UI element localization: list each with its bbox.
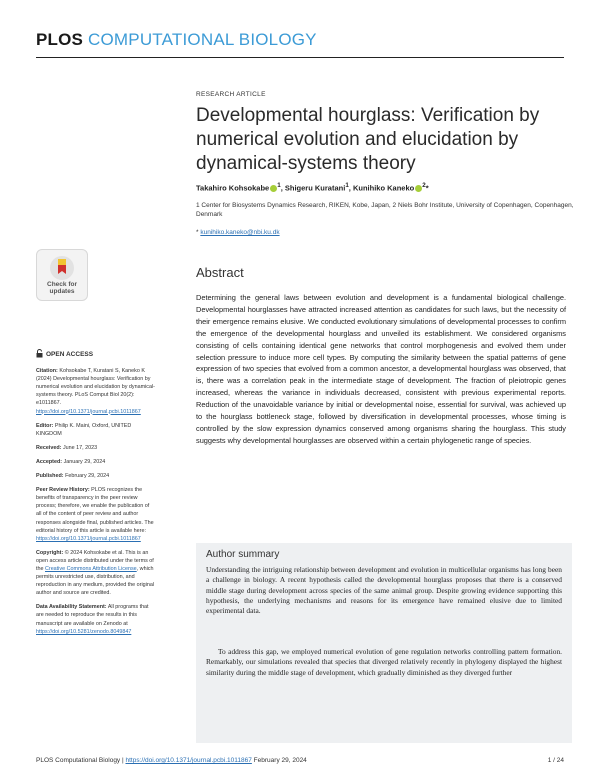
badge-label	[37, 281, 87, 295]
affiliations: 1 Center for Biosystems Dynamics Research, RIKEN, Kobe, Japan, 2 Niels Bohr Institute, University of Copenhagen, Copenhagen, Denmark	[196, 202, 574, 218]
article-type: RESEARCH ARTICLE	[196, 91, 266, 98]
abstract-text: Determining the general laws between evolution and development is a fundamental biological challenge. Developmental hourglasses have attracted increased attention as candidates for such laws, but the necessity of their emergence remains elusive. We conducted evolutionary simulations of developmental processes to confirm the emergence of the developmental hourglass and unveiled its establishment. We considered organisms consisting of cells containing identical gene networks that control morphogenesis and evolved them under selection pressure to induce more cell types. By computing the similarity between the spatial patterns of gene expression of two species that evolved from a common ancestor, a developmental hourglass was observed, that is, there was a correlation peak in the intermediate stage of development. The fraction of pleiotropic genes increased, whereas the variance in individuals decreased, consistent with previous experimental reports. Reduction of the unavoidable variance by initial or developmental noise, essential for survival, was achieved up to the hourglass bottleneck stage, followed by diversification in developmental processes, whose timing is controlled by the slow expression dynamics conserved among organisms sharing the hourglass. This study suggests why developmental hourglasses are observed within a certain phylogenetic range of species.	[196, 293, 566, 445]
peer-review-label: Peer Review History:	[36, 487, 90, 494]
affiliation-marker: 2	[422, 182, 426, 189]
abstract-heading: Abstract	[196, 265, 244, 280]
journal-prefix: PLOS	[36, 30, 84, 49]
check-for-updates-badge[interactable]	[36, 249, 88, 301]
editor-text: Philip K. Maini, Oxford, UNITED KINGDOM	[36, 422, 132, 437]
editor-label: Editor:	[36, 422, 54, 429]
journal-header	[36, 30, 317, 50]
author-summary-paragraph: To address this gap, we employed numerical evolution of gene regulation networks controlling pattern formation. Remarkably, our simulations revealed that species that diverged relatively recently in phylogeny displayed the highest similarity during the middle stage of development, which gradually diminished as they diverged further	[206, 647, 562, 677]
copyright-text: © 2024 Kohsokabe et al. This is an open access article distributed under the terms of the	[36, 549, 154, 572]
citation-doi-link[interactable]: https://doi.org/10.1371/journal.pcbi.1011867	[36, 408, 141, 415]
received-label: Received:	[36, 444, 62, 451]
article-info-sidebar	[36, 349, 156, 642]
published-label: Published:	[36, 473, 64, 480]
published-date	[36, 472, 156, 480]
peer-review-link[interactable]: https://doi.org/10.1371/journal.pcbi.1011867	[36, 535, 141, 542]
copyright	[36, 549, 156, 598]
author-name[interactable]: Takahiro Kohsokabe	[196, 183, 270, 193]
author-name[interactable]: Shigeru Kuratani	[284, 183, 346, 193]
copyright-label: Copyright:	[36, 549, 64, 556]
author-name[interactable]: Kunihiko Kaneko	[352, 183, 415, 193]
open-lock-icon	[36, 349, 43, 358]
footer-doi-link[interactable]: https://doi.org/10.1371/journal.pcbi.1011867	[125, 757, 252, 764]
email-link[interactable]: kunihiko.kaneko@nbi.ku.dk	[200, 229, 280, 236]
corresponding-author-marker: *	[425, 183, 429, 193]
corresponding-email	[196, 229, 280, 236]
affiliation-marker: 1	[345, 182, 349, 189]
article-title: Developmental hourglass: Verification by numerical evolution and elucidation by dynamical-systems theory	[196, 105, 540, 174]
author-summary-paragraph: Understanding the intriguing relationship between development and evolution in multicellular organisms has long been a challenge in biology. A recent hypothesis called the developmental hourglass proposes that there is a conserved middle stage during development across species of the same animal group. Despite growing evidence supporting this hypothesis, the underlying mechanisms and reasons for its emergence have remained elusive due to limited experimental data.	[206, 565, 562, 616]
citation	[36, 367, 156, 416]
footer-separator: |	[120, 757, 126, 764]
affiliation-marker: 1	[277, 182, 281, 189]
published-text: February 29, 2024	[65, 473, 110, 480]
email-marker: *	[196, 229, 199, 236]
data-availability-text: All programs that are needed to reproduce the results in this manuscript are available on Zenodo at	[36, 604, 149, 627]
open-access-text: OPEN ACCESS	[46, 351, 94, 358]
journal-name: COMPUTATIONAL BIOLOGY	[88, 30, 317, 49]
footer-citation	[36, 757, 307, 764]
peer-review-text: PLOS recognizes the benefits of transparency in the peer review process; therefore, we enable the publication of all of the content of peer review and author responses alongside final, published articles. The editorial history of this article is available here:	[36, 487, 154, 534]
citation-text: Kohsokabe T, Kuratani S, Kaneko K (2024) Developmental hourglass: Verification by numerical evolution and elucidation by dynamical-systems theory. PLoS Comput Biol 20(2): e1011867.	[36, 368, 155, 407]
author-separator: ,	[348, 183, 353, 193]
bookmark-icon	[49, 255, 75, 281]
citation-label: Citation:	[36, 368, 58, 375]
accepted-text: January 29, 2024	[63, 458, 106, 465]
author-separator: ,	[280, 183, 285, 193]
footer-journal: PLOS Computational Biology	[36, 757, 121, 764]
license-link[interactable]: Creative Commons Attribution License	[45, 565, 137, 572]
accepted-date	[36, 458, 156, 466]
received-date	[36, 444, 156, 452]
author-list	[196, 182, 429, 193]
received-text: June 17, 2023	[62, 444, 98, 451]
footer-date: February 29, 2024	[251, 757, 307, 764]
author-summary-box	[196, 543, 572, 743]
open-access-label	[36, 349, 156, 359]
editor	[36, 422, 156, 438]
badge-line1: Check for	[47, 281, 77, 288]
author-summary-heading: Author summary	[206, 549, 280, 560]
copyright-text-end: , which permits unrestricted use, distribution, and reproduction in any medium, provided the original author and source are credited.	[36, 565, 155, 597]
header-rule	[36, 57, 564, 58]
data-availability	[36, 603, 156, 635]
zenodo-link[interactable]: https://doi.org/10.5281/zenodo.8049847	[36, 628, 132, 635]
data-availability-label: Data Availability Statement:	[36, 604, 107, 611]
page-number: 1 / 24	[547, 757, 564, 764]
peer-review-history	[36, 486, 156, 543]
badge-line2: updates	[49, 288, 75, 295]
accepted-label: Accepted:	[36, 458, 63, 465]
